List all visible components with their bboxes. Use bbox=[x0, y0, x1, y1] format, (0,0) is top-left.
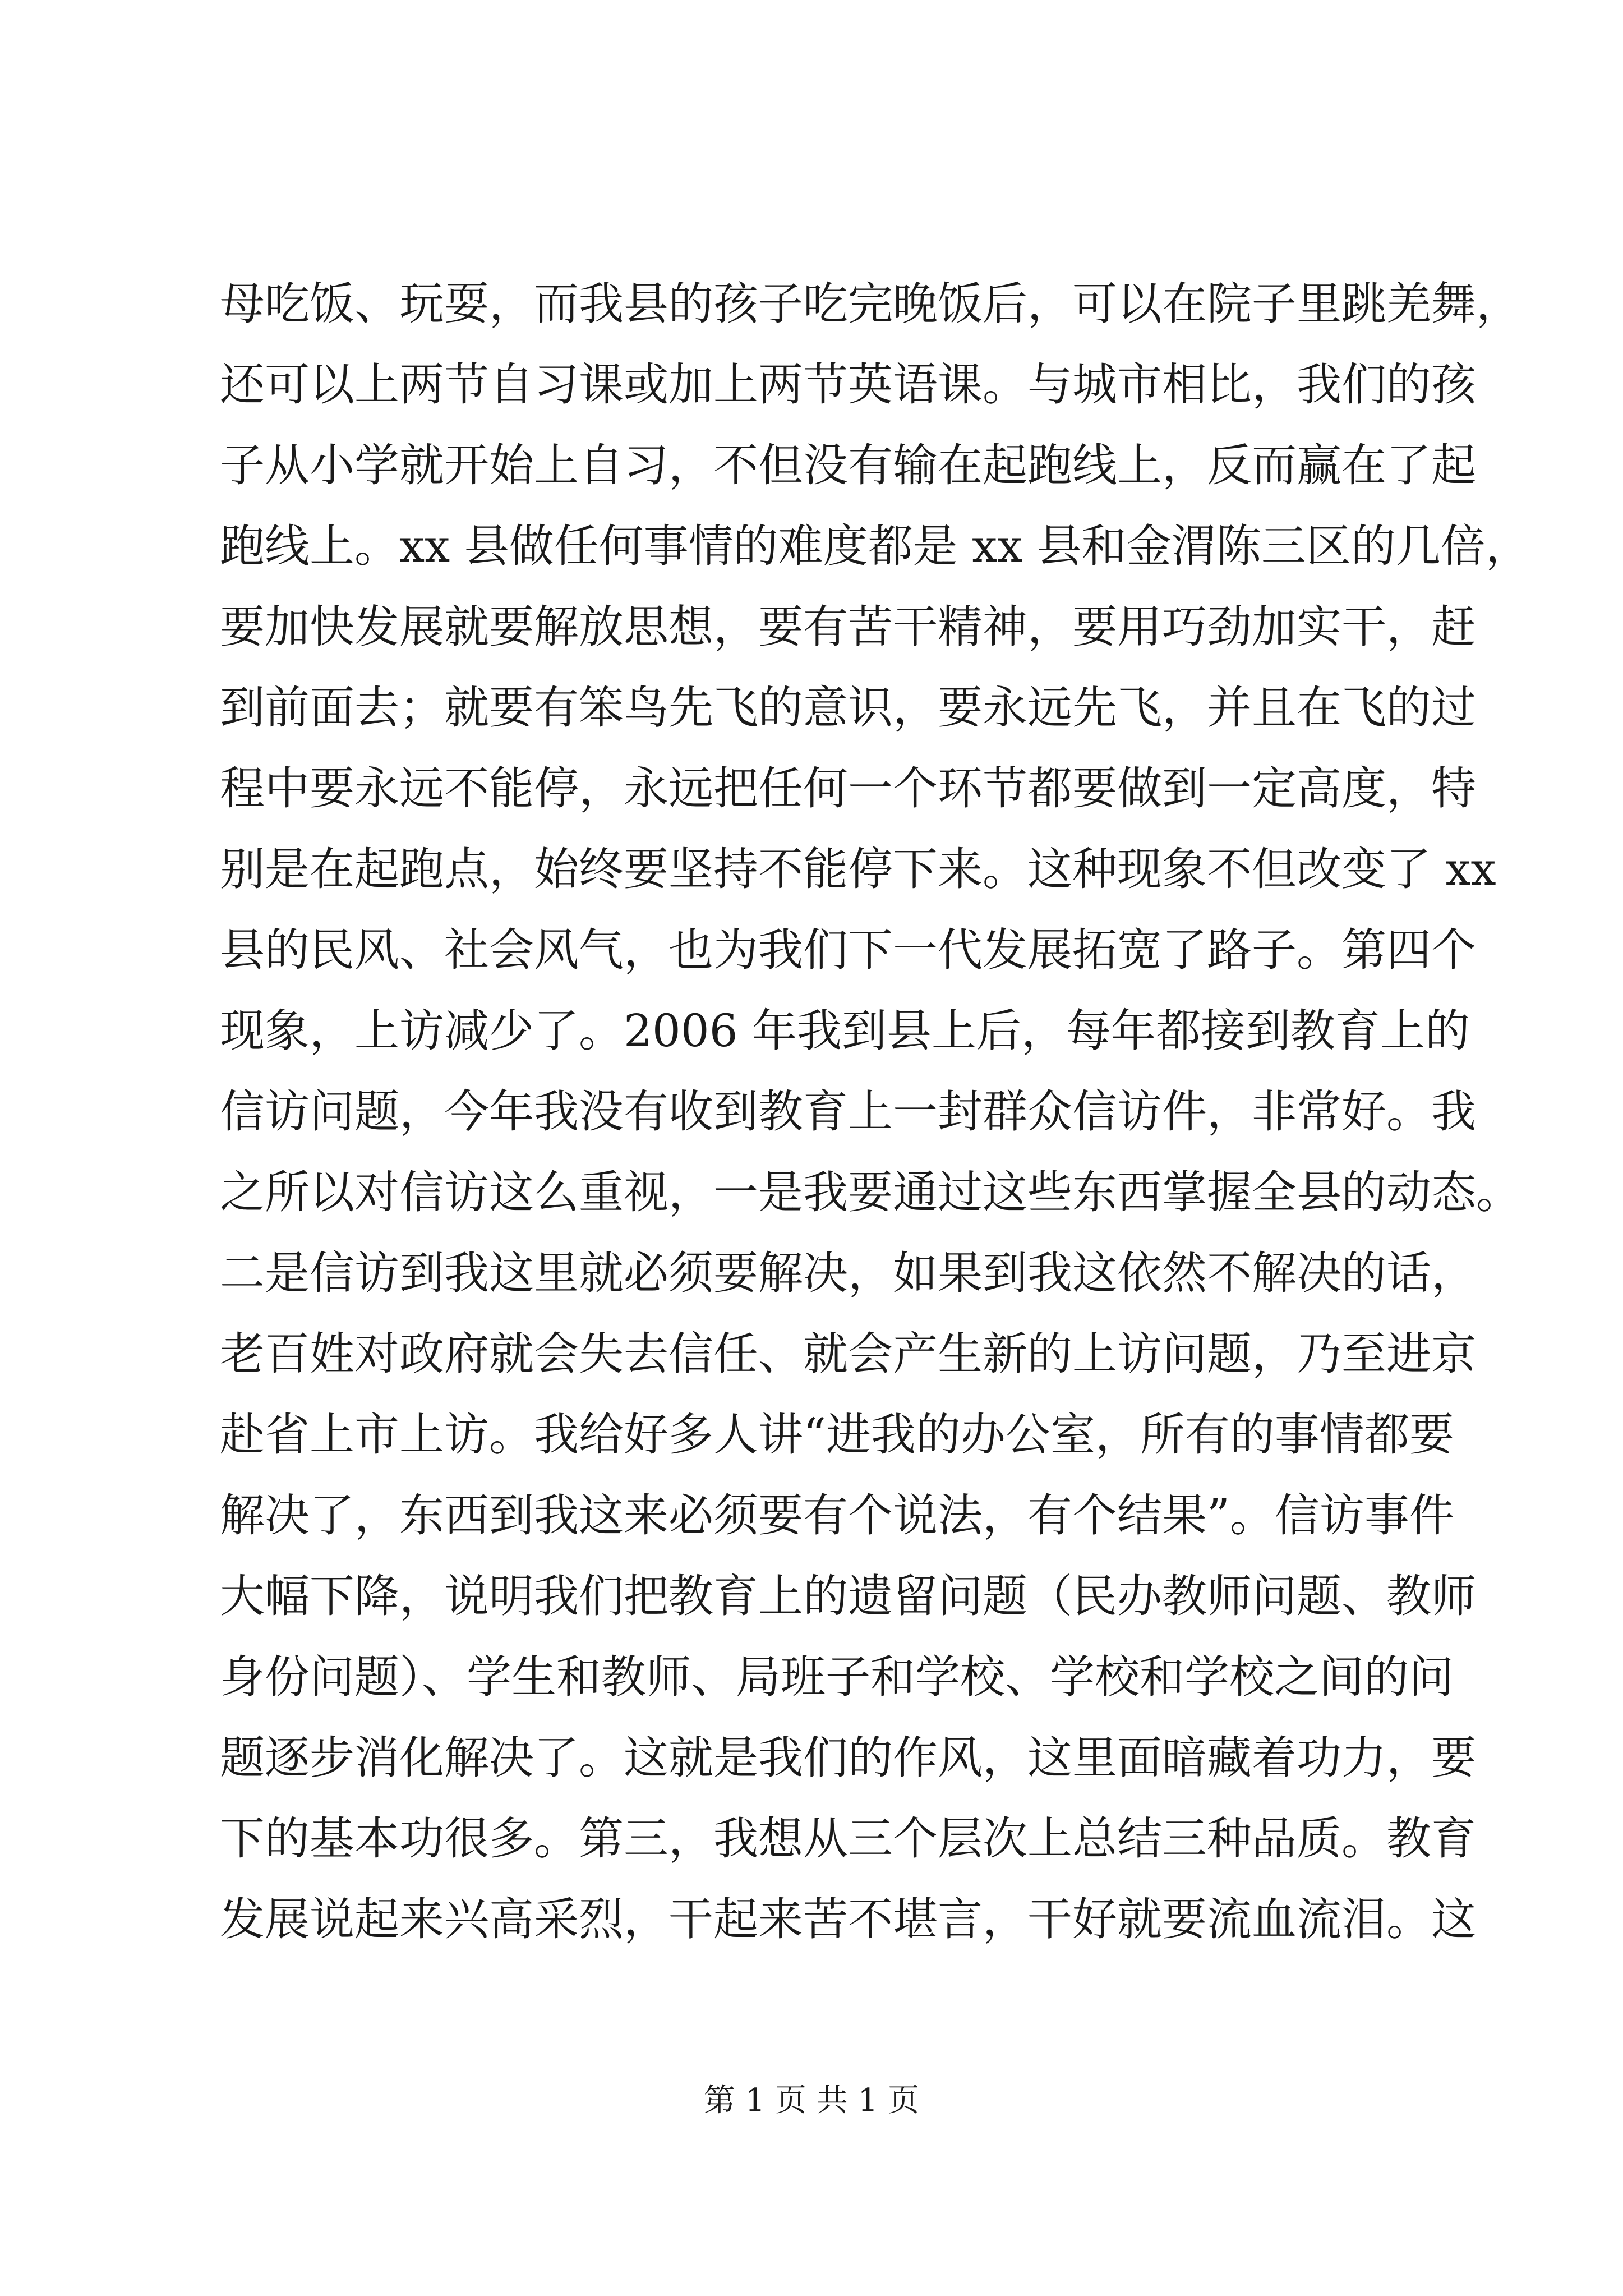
text-line: 到前面去；就要有笨鸟先飞的意识，要永远先飞，并且在飞的过 bbox=[220, 682, 1476, 734]
text-line: 别是在起跑点，始终要坚持不能停下来。这种现象不但改变了 xx bbox=[220, 843, 1496, 895]
text-line: 程中要永远不能停，永远把任何一个环节都要做到一定高度，特 bbox=[220, 762, 1476, 815]
text-line: 下的基本功很多。第三，我想从三个层次上总结三种品质。教育 bbox=[220, 1812, 1476, 1865]
text-line: 信访问题，今年我没有收到教育上一封群众信访件，非常好。我 bbox=[220, 1085, 1476, 1138]
text-line: 县的民风、社会风气，也为我们下一代发展拓宽了路子。第四个 bbox=[220, 924, 1476, 976]
text-line: 大幅下降，说明我们把教育上的遗留问题（民办教师问题、教师 bbox=[220, 1570, 1476, 1622]
text-line: 解决了，东西到我这来必须要有个说法，有个结果”。信访事件 bbox=[220, 1489, 1454, 1542]
text-line: 要加快发展就要解放思想，要有苦干精神，要用巧劲加实干，赶 bbox=[220, 601, 1476, 653]
page-number-footer: 第 1 页 共 1 页 bbox=[703, 2082, 920, 2119]
text-line: 母吃饭、玩耍，而我县的孩子吃完晚饭后，可以在院子里跳羌舞， bbox=[220, 278, 1521, 330]
text-line: 跑线上。xx 县做任何事情的难度都是 xx 县和金渭陈三区的几倍， bbox=[220, 520, 1530, 572]
body-text bbox=[220, 264, 1530, 1960]
text-line: 还可以上两节自习课或加上两节英语课。与城市相比，我们的孩 bbox=[220, 358, 1476, 411]
text-line: 子从小学就开始上自习，不但没有输在起跑线上，反而赢在了起 bbox=[220, 439, 1476, 491]
text-line: 身份问题）、学生和教师、局班子和学校、学校和学校之间的问 bbox=[220, 1651, 1454, 1703]
text-line: 现象，上访减少了。2006 年我到县上后，每年都接到教育上的 bbox=[220, 1005, 1470, 1057]
text-line: 二是信访到我这里就必须要解决，如果到我这依然不解决的话， bbox=[220, 1247, 1476, 1299]
text-line: 发展说起来兴高采烈，干起来苦不堪言，干好就要流血流泪。这 bbox=[220, 1893, 1476, 1945]
text-line: 赴省上市上访。我给好多人讲“进我的办公室，所有的事情都要 bbox=[220, 1409, 1454, 1461]
text-line: 之所以对信访这么重视，一是我要通过这些东西掌握全县的动态。 bbox=[220, 1166, 1521, 1218]
text-line: 老百姓对政府就会失去信任、就会产生新的上访问题，乃至进京 bbox=[220, 1328, 1476, 1380]
text-line: 题逐步消化解决了。这就是我们的作风，这里面暗藏着功力，要 bbox=[220, 1732, 1476, 1784]
